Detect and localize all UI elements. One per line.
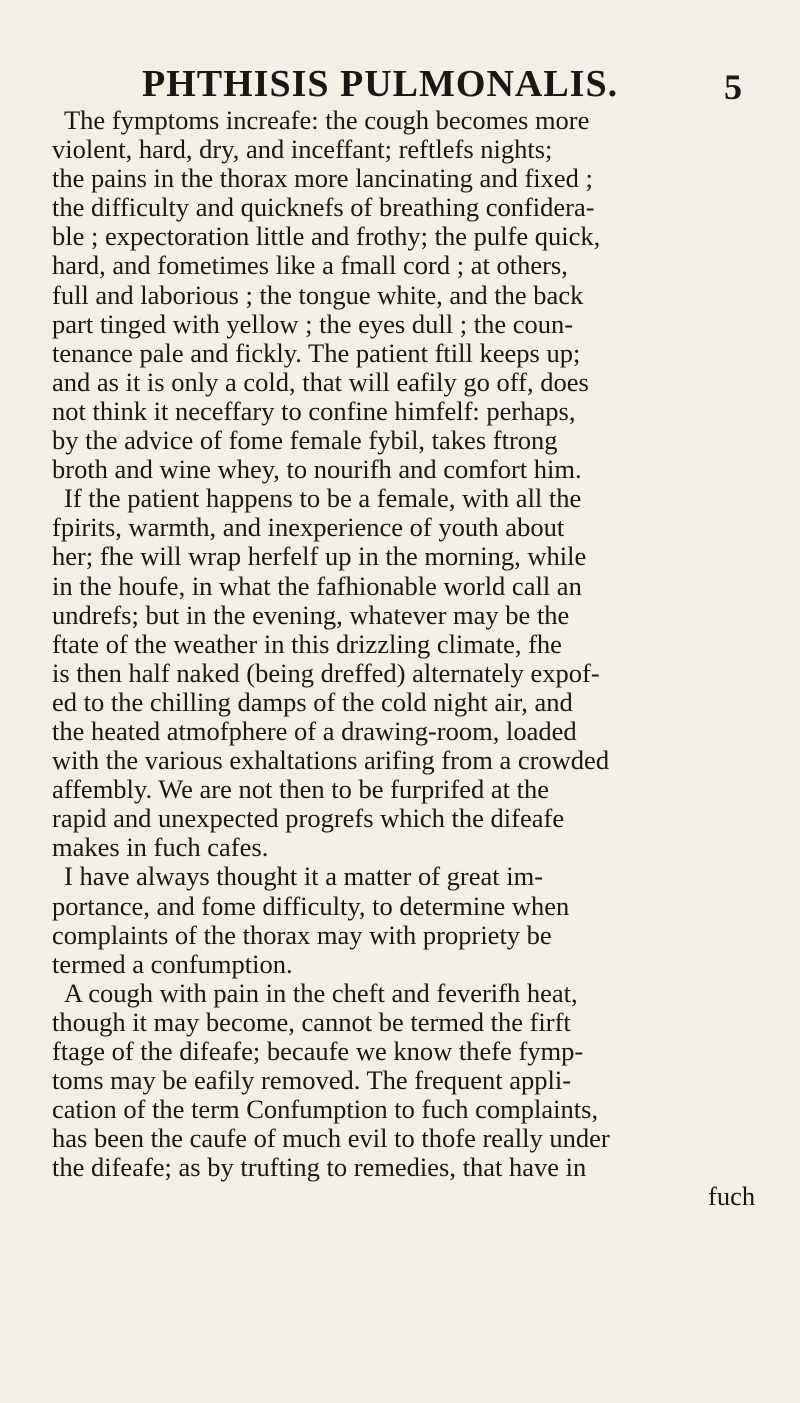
text-line: affembly. We are not then to be furprifed at the (52, 774, 550, 805)
body-text (52, 106, 792, 1212)
catchword: fuch (708, 1181, 756, 1212)
text-line: hard, and fometimes like a fmall cord ; at others, (52, 250, 568, 281)
text-line: cation of the term Confumption to fuch complaints, (52, 1094, 599, 1125)
text-line: rapid and unexpected progrefs which the difeafe (52, 803, 565, 834)
text-line: full and laborious ; the tongue white, and the back (52, 279, 584, 310)
text-line: the heated atmofphere of a drawing-room, loaded (52, 715, 577, 746)
text-line: by the advice of fome female fybil, takes ftrong (52, 425, 558, 456)
text-line: undrefs; but in the evening, whatever may be the (52, 599, 570, 630)
text-line: the difeafe; as by trufting to remedies, that have in (52, 1152, 587, 1183)
text-line: I have always thought it a matter of great im- (64, 861, 544, 892)
text-line: the difficulty and quicknefs of breathing confidera- (52, 192, 595, 223)
text-line: fpirits, warmth, and inexperience of youth about (52, 512, 565, 543)
text-line: tenance pale and fickly. The patient ftill keeps up; (52, 337, 581, 368)
text-line: has been the caufe of much evil to thofe really under (52, 1123, 610, 1154)
text-line: ftage of the difeafe; becaufe we know thefe fymp- (52, 1036, 584, 1066)
text-line: ble ; expectoration little and frothy; the pulfe quick, (52, 221, 601, 252)
page-number: 5 (724, 67, 742, 107)
text-line: The fymptoms increafe: the cough becomes more (64, 105, 590, 135)
text-line: the pains in the thorax more lancinating and fixed ; (52, 163, 593, 194)
text-line: her; fhe will wrap herfelf up in the morning, while (52, 541, 587, 572)
text-line: termed a confumption. (52, 948, 293, 979)
text-line: ed to the chilling damps of the cold night air, and (52, 686, 573, 717)
text-line: portance, and fome difficulty, to determine when (52, 890, 570, 921)
running-title: PHTHISIS PULMONALIS. (142, 63, 619, 105)
text-line: If the patient happens to be a female, with all the (64, 483, 582, 514)
text-line: and as it is only a cold, that will eafily go off, does (52, 366, 589, 397)
text-line: violent, hard, dry, and inceffant; reftlefs nights; (52, 134, 553, 165)
text-line: with the various exhaltations arifing from a crowded (52, 745, 610, 776)
text-line: ftate of the weather in this drizzling climate, fhe (52, 628, 562, 659)
text-line: broth and wine whey, to nourifh and comfort him. (52, 454, 582, 485)
text-line: makes in fuch cafes. (52, 832, 269, 863)
text-line: complaints of the thorax may with propriety be (52, 919, 552, 950)
text-line: is then half naked (being dreffed) alternately expof- (52, 657, 600, 688)
text-line: toms may be eafily removed. The frequent appli- (52, 1065, 572, 1096)
running-head (142, 62, 742, 106)
text-line: A cough with pain in the cheft and feverifh heat, (64, 977, 578, 1008)
text-line: though it may become, cannot be termed the firft (52, 1006, 571, 1037)
text-line: in the houfe, in what the fafhionable world call an (52, 570, 582, 601)
text-line: not think it neceffary to confine himfelf: perhaps, (52, 395, 576, 426)
text-line: part tinged with yellow ; the eyes dull ; the coun- (52, 308, 574, 339)
